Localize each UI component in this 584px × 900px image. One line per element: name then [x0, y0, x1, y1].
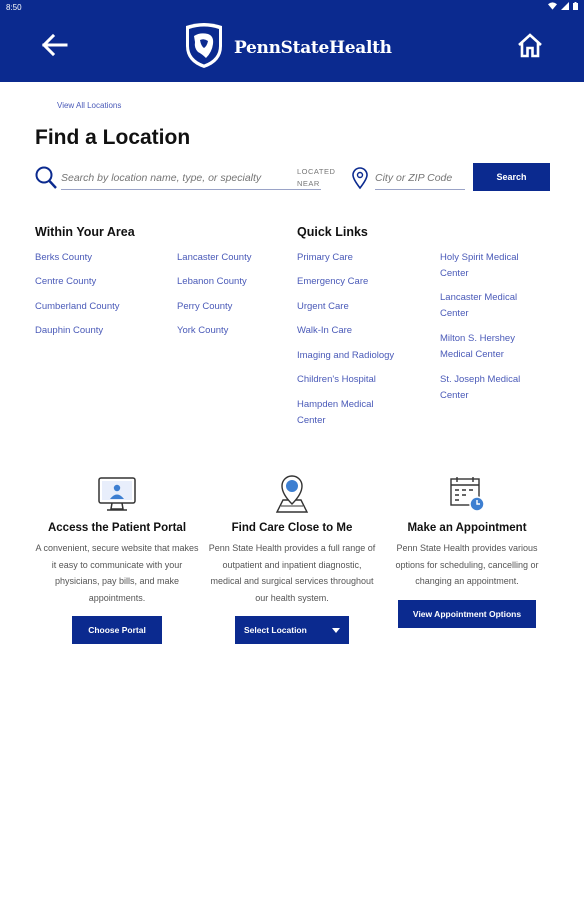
county-link-perry[interactable]: Perry County	[177, 301, 233, 312]
county-link-lancaster[interactable]: Lancaster County	[177, 252, 252, 263]
patient-portal-title: Access the Patient Portal	[47, 522, 187, 534]
quick-link-holy-spirit-medical-center[interactable]: Holy Spirit Medical Center	[440, 252, 519, 279]
zip-code-input[interactable]	[375, 166, 465, 190]
quick-link-childrens-hospital[interactable]: Children's Hospital	[297, 374, 376, 385]
home-icon	[516, 32, 544, 63]
county-link-berks[interactable]: Berks County	[35, 252, 93, 263]
feature-appointment	[382, 476, 552, 628]
computer-user-icon	[97, 475, 137, 518]
status-bar	[0, 0, 584, 14]
quick-link-urgent-care[interactable]: Urgent Care	[297, 301, 349, 312]
quick-link-emergency-care[interactable]: Emergency Care	[297, 276, 369, 287]
status-time: 8:50	[6, 3, 22, 12]
appointment-desc: Penn State Health provides various options for scheduling, cancelling or changing an appointment.	[395, 543, 539, 586]
page-title: Find a Location	[35, 126, 191, 149]
quick-link-milton-hershey-medical-center[interactable]: Milton S. Hershey Medical Center	[440, 333, 515, 360]
choose-portal-button[interactable]: Choose Portal	[72, 616, 162, 644]
county-link-cumberland[interactable]: Cumberland County	[35, 301, 120, 312]
feature-patient-portal	[32, 476, 202, 644]
view-appointment-options-button[interactable]: View Appointment Options	[398, 600, 536, 628]
within-area-heading: Within Your Area	[35, 225, 135, 239]
located-near-line1: LOCATED	[297, 167, 336, 176]
county-link-centre[interactable]: Centre County	[35, 276, 97, 287]
quick-link-hampden-medical-center[interactable]: Hampden Medical Center	[297, 399, 374, 426]
wifi-icon	[548, 2, 557, 12]
county-link-york[interactable]: York County	[177, 325, 229, 336]
county-link-dauphin[interactable]: Dauphin County	[35, 325, 104, 336]
located-near-label	[297, 166, 335, 190]
appointment-title: Make an Appointment	[407, 522, 527, 534]
search-icon	[35, 166, 57, 195]
quick-link-st-joseph-medical-center[interactable]: St. Joseph Medical Center	[440, 374, 521, 401]
view-all-locations-link[interactable]: View All Locations	[57, 101, 122, 110]
located-near-line2: NEAR	[297, 179, 320, 188]
find-care-title: Find Care Close to Me	[231, 522, 353, 534]
search-input[interactable]	[61, 166, 321, 190]
calendar-icon	[448, 475, 486, 518]
quick-link-primary-care[interactable]: Primary Care	[297, 252, 353, 263]
feature-find-care	[207, 476, 377, 644]
search-button[interactable]: Search	[473, 163, 550, 191]
signal-icon	[561, 2, 569, 12]
quick-link-walk-in-care[interactable]: Walk-In Care	[297, 325, 353, 336]
quick-link-lancaster-medical-center[interactable]: Lancaster Medical Center	[440, 292, 518, 319]
select-location-dropdown[interactable]	[235, 616, 349, 644]
status-icons	[548, 2, 578, 12]
brand-logo	[182, 24, 392, 72]
map-pin-icon	[273, 474, 311, 519]
search-bar	[35, 160, 550, 192]
home-button[interactable]	[512, 29, 548, 65]
app-bar	[0, 0, 584, 82]
location-pin-icon	[351, 166, 369, 195]
quick-links-heading: Quick Links	[297, 225, 368, 239]
arrow-left-icon	[40, 33, 68, 62]
select-location-label: Select Location	[244, 625, 307, 635]
brand-name: PennStateHealth	[234, 38, 392, 58]
find-care-desc: Penn State Health provides a full range of outpatient and inpatient diagnostic, medical and surgical services throughout our health system.	[208, 543, 376, 603]
nittany-lion-shield-icon	[182, 22, 226, 75]
battery-icon	[573, 2, 578, 12]
caret-down-icon	[332, 625, 340, 635]
back-button[interactable]	[36, 30, 72, 64]
patient-portal-desc: A convenient, secure website that makes it easy to communicate with your physicians, pay bills, and make appointments.	[35, 543, 199, 603]
county-link-lebanon[interactable]: Lebanon County	[177, 276, 247, 287]
quick-link-imaging-radiology[interactable]: Imaging and Radiology	[297, 350, 395, 361]
